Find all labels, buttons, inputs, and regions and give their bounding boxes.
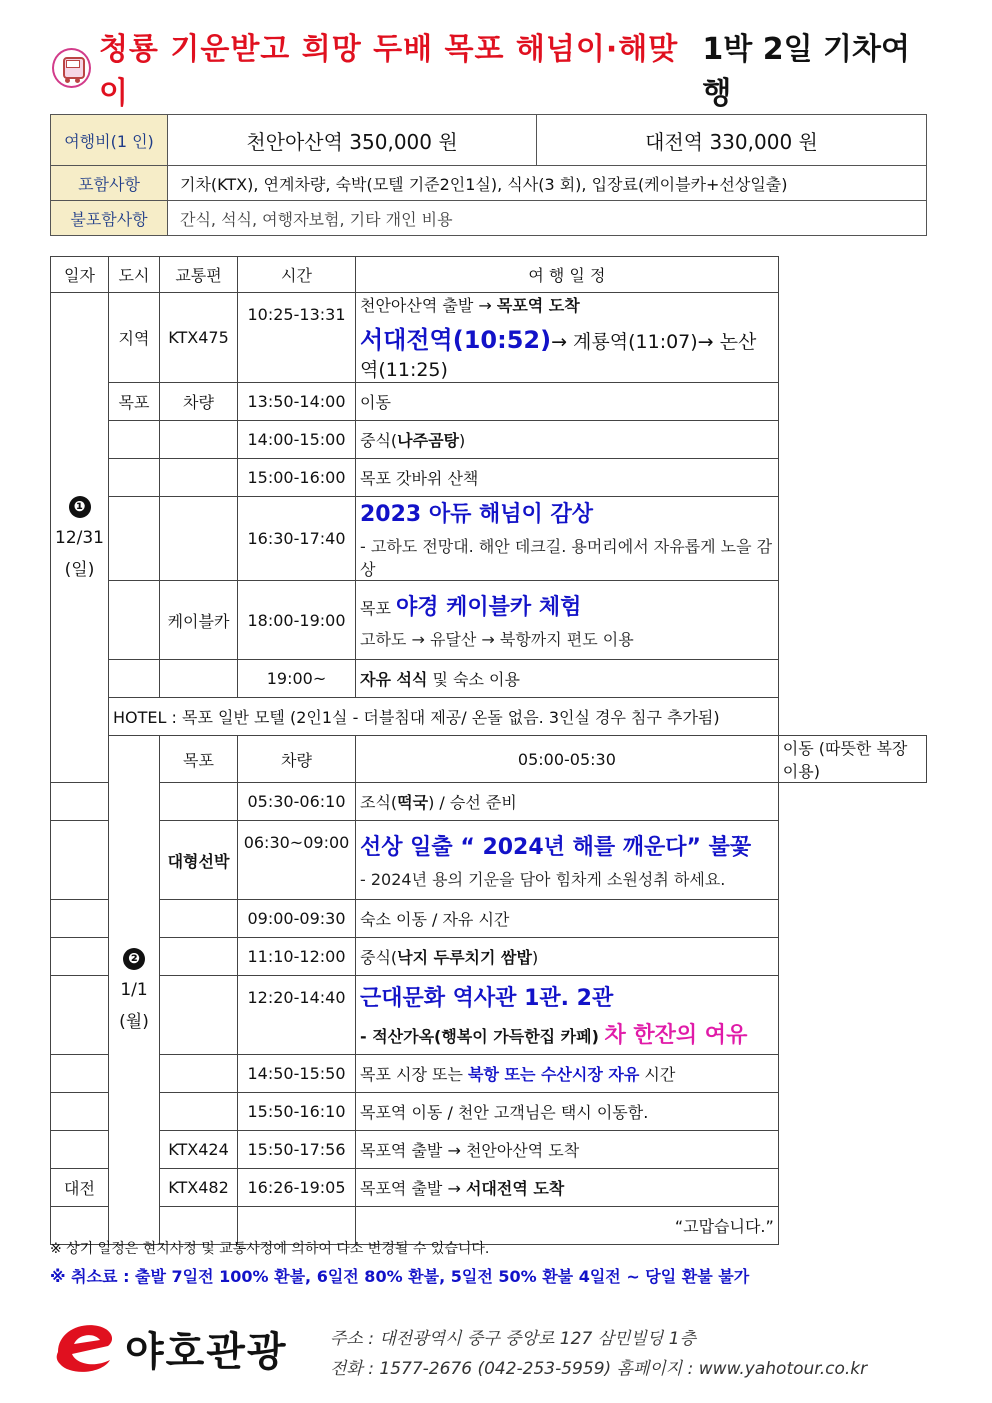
itinerary-cell bbox=[356, 976, 779, 1055]
itinerary-text: 떡국 bbox=[397, 793, 429, 812]
price-daejeon: 대전역 330,000 원 bbox=[537, 115, 927, 166]
day2-weekday: (월) bbox=[119, 1012, 149, 1032]
city-cell bbox=[51, 1093, 109, 1131]
city-cell bbox=[51, 1131, 109, 1169]
itinerary-cell bbox=[356, 497, 779, 581]
itinerary-cell bbox=[356, 660, 779, 698]
itinerary-subtext: - 적산가옥(행복이 가득한집 카페) bbox=[360, 1027, 605, 1046]
itinerary-text: ) / 승선 준비 bbox=[428, 793, 517, 812]
itinerary-highlight: 2023 아듀 해넘이 감상 bbox=[360, 502, 593, 527]
itinerary-cell bbox=[356, 821, 779, 900]
itinerary-cell: 숙소 이동 / 자유 시간 bbox=[356, 900, 779, 938]
time-cell: 05:30-06:10 bbox=[238, 783, 356, 821]
city-cell bbox=[109, 660, 160, 698]
itinerary-text: 목포 시장 또는 bbox=[360, 1065, 468, 1084]
transport-cell bbox=[160, 660, 238, 698]
day1-cell bbox=[51, 293, 109, 783]
company-name: 야호관광 bbox=[125, 1329, 288, 1375]
header-date: 일자 bbox=[51, 257, 109, 293]
footer bbox=[50, 1316, 930, 1391]
time-cell: 15:50-16:10 bbox=[238, 1093, 356, 1131]
time-cell: 11:10-12:00 bbox=[238, 938, 356, 976]
price-cheonan: 천안아산역 350,000 원 bbox=[168, 115, 537, 166]
itinerary-text: 및 숙소 이용 bbox=[427, 670, 520, 689]
time-cell: 06:30~09:00 bbox=[238, 821, 356, 900]
itinerary-cell: 목포역 출발 → 천안아산역 도착 bbox=[356, 1131, 779, 1169]
city-cell: 목포 bbox=[160, 736, 238, 783]
transport-cell: KTX475 bbox=[160, 293, 238, 383]
time-cell: 09:00-09:30 bbox=[238, 900, 356, 938]
transport-cell: 차량 bbox=[160, 383, 238, 421]
day1-weekday: (일) bbox=[64, 559, 95, 580]
include-label: 포함사항 bbox=[51, 166, 168, 201]
itinerary-cell: 목포 갓바위 산책 bbox=[356, 459, 779, 497]
title-duration: 1박 2일 기차여행 bbox=[702, 32, 910, 111]
itinerary-text: 나주곰탕 bbox=[397, 431, 459, 450]
itinerary-text: 천안아산역 출발 → bbox=[360, 296, 497, 315]
time-cell: 16:30-17:40 bbox=[238, 497, 356, 581]
itinerary-cell bbox=[356, 421, 779, 459]
time-cell: 15:00-16:00 bbox=[238, 459, 356, 497]
time-cell: 15:50-17:56 bbox=[238, 1131, 356, 1169]
city-cell: 목포 bbox=[109, 383, 160, 421]
change-notice: ※ 상기 일정은 현지사정 및 교통사정에 의하여 다소 변경될 수 있습니다. bbox=[50, 1241, 490, 1257]
address-line: 주소 : 대전광역시 중구 중앙로 127 삼민빌딩 1층 bbox=[330, 1329, 696, 1349]
itinerary-cell bbox=[356, 1055, 779, 1093]
itinerary-text: ) bbox=[531, 948, 539, 967]
time-cell: 18:00-19:00 bbox=[238, 581, 356, 660]
itinerary-text: 목포역 출발 → bbox=[360, 1179, 466, 1198]
time-cell: 13:50-14:00 bbox=[238, 383, 356, 421]
itinerary-subtext: - 2024년 용의 기운을 담아 힘차게 소원성취 하세요. bbox=[360, 870, 726, 889]
city-cell bbox=[109, 581, 160, 660]
itinerary-cell bbox=[356, 293, 779, 383]
city-cell: 지역 bbox=[109, 293, 160, 383]
transport-cell bbox=[160, 1093, 238, 1131]
notes bbox=[50, 1238, 950, 1287]
contact-line: 전화 : 1577-2676 (042-253-5959) 홈페이지 : www.yahotour.co.kr bbox=[330, 1359, 868, 1379]
itinerary-text: 목포역 도착 bbox=[496, 296, 580, 315]
transport-cell bbox=[160, 938, 238, 976]
itinerary-subtext: - 고하도 전망대. 해안 데크길. 용머리에서 자유롭게 노을 감상 bbox=[360, 537, 773, 579]
thanks-text: “고맙습니다.” bbox=[356, 1207, 779, 1245]
exclude-text: 간식, 석식, 여행자보험, 기타 개인 비용 bbox=[168, 201, 927, 236]
transport-cell: KTX424 bbox=[160, 1131, 238, 1169]
transport-cell bbox=[160, 976, 238, 1055]
time-cell: 14:50-15:50 bbox=[238, 1055, 356, 1093]
header-itinerary: 여 행 일 정 bbox=[356, 257, 779, 293]
city-cell bbox=[51, 821, 109, 900]
itinerary-text: 중식( bbox=[360, 948, 398, 967]
itinerary-highlight: 차 한잔의 여유 bbox=[604, 1023, 748, 1048]
transport-cell bbox=[160, 497, 238, 581]
itinerary-text: 낙지 두루치기 쌈밥 bbox=[397, 948, 532, 967]
itinerary-highlight: 서대전역(10:52) bbox=[360, 326, 552, 354]
itinerary-cell bbox=[356, 1169, 779, 1207]
city-cell bbox=[51, 900, 109, 938]
transport-cell: KTX482 bbox=[160, 1169, 238, 1207]
itinerary-highlight: 야경 케이블카 체험 bbox=[396, 595, 582, 620]
time-cell: 19:00~ bbox=[238, 660, 356, 698]
itinerary-cell bbox=[356, 581, 779, 660]
itinerary-text: 북항 또는 수산시장 자유 bbox=[468, 1065, 640, 1084]
day2-number: ❷ bbox=[123, 948, 145, 970]
exclude-label: 불포함사항 bbox=[51, 201, 168, 236]
transport-cell bbox=[160, 421, 238, 459]
itinerary-cell bbox=[356, 783, 779, 821]
time-cell: 14:00-15:00 bbox=[238, 421, 356, 459]
transport-cell: 차량 bbox=[238, 736, 356, 783]
itinerary-text: 조식( bbox=[360, 793, 398, 812]
itinerary-cell: 이동 (따뜻한 복장 이용) bbox=[778, 736, 926, 783]
day1-date: 12/31 bbox=[55, 527, 104, 548]
city-cell bbox=[109, 497, 160, 581]
itinerary-text: 서대전역 도착 bbox=[465, 1179, 565, 1198]
city-cell bbox=[51, 783, 109, 821]
itinerary-cell: 목포역 이동 / 천안 고객님은 택시 이동함. bbox=[356, 1093, 779, 1131]
city-cell bbox=[51, 976, 109, 1055]
cancellation-notice: ※ 취소료 : 출발 7일전 100% 환불, 6일전 80% 환불, 5일전 50% 환불 4일전 ~ 당일 환불 불가 bbox=[50, 1267, 750, 1286]
header-time: 시간 bbox=[238, 257, 356, 293]
price-label: 여행비(1 인) bbox=[51, 115, 168, 166]
header-transport: 교통편 bbox=[160, 257, 238, 293]
itinerary-subtext: 고하도 → 유달산 → 북항까지 편도 이용 bbox=[360, 630, 634, 649]
itinerary-text: ) bbox=[458, 431, 466, 450]
itinerary-text: 자유 석식 bbox=[360, 670, 428, 689]
include-text: 기차(KTX), 연계차량, 숙박(모텔 기준2인1실), 식사(3 회), 입장료(케이블카+선상일출) bbox=[168, 166, 927, 201]
itinerary-text: 목포 bbox=[360, 599, 396, 618]
transport-cell bbox=[160, 459, 238, 497]
company-address bbox=[330, 1324, 867, 1384]
day2-date: 1/1 bbox=[120, 980, 148, 1000]
time-cell: 16:26-19:05 bbox=[238, 1169, 356, 1207]
city-cell bbox=[109, 459, 160, 497]
header-city: 도시 bbox=[109, 257, 160, 293]
company-logo-icon bbox=[50, 1316, 120, 1376]
itinerary-text: 중식( bbox=[360, 431, 398, 450]
transport-cell: 케이블카 bbox=[160, 581, 238, 660]
hotel-info: HOTEL : 목포 일반 모텔 (2인1실 - 더블침대 제공/ 온돌 없음. 3인실 경우 침구 추가됨) bbox=[109, 698, 779, 736]
transport-cell bbox=[160, 783, 238, 821]
itinerary-text: 시간 bbox=[639, 1065, 676, 1084]
transport-cell bbox=[160, 900, 238, 938]
itinerary-cell: 이동 bbox=[356, 383, 779, 421]
itinerary-text: → 계룡역(11:07)→ 논산역(11:25) bbox=[360, 331, 757, 381]
schedule-table bbox=[50, 256, 927, 1245]
page-title bbox=[52, 32, 932, 111]
day1-number: ❶ bbox=[69, 496, 91, 518]
itinerary-highlight: 근대문화 역사관 1관. 2관 bbox=[360, 986, 614, 1011]
price-table bbox=[50, 114, 927, 236]
itinerary-highlight: 선상 일출 “ 2024년 해를 깨운다” 불꽃 bbox=[360, 835, 752, 860]
transport-cell bbox=[160, 1055, 238, 1093]
time-cell: 05:00-05:30 bbox=[356, 736, 779, 783]
train-icon bbox=[52, 48, 91, 88]
day2-cell bbox=[109, 736, 160, 1245]
time-cell: 10:25-13:31 bbox=[238, 293, 356, 383]
time-cell: 12:20-14:40 bbox=[238, 976, 356, 1055]
city-cell: 대전 bbox=[51, 1169, 109, 1207]
city-cell bbox=[51, 938, 109, 976]
itinerary-cell bbox=[356, 938, 779, 976]
city-cell bbox=[51, 1055, 109, 1093]
transport-cell: 대형선박 bbox=[160, 821, 238, 900]
city-cell bbox=[109, 421, 160, 459]
title-main: 청룡 기운받고 희망 두배 목포 해넘이·해맞이 bbox=[98, 32, 679, 111]
